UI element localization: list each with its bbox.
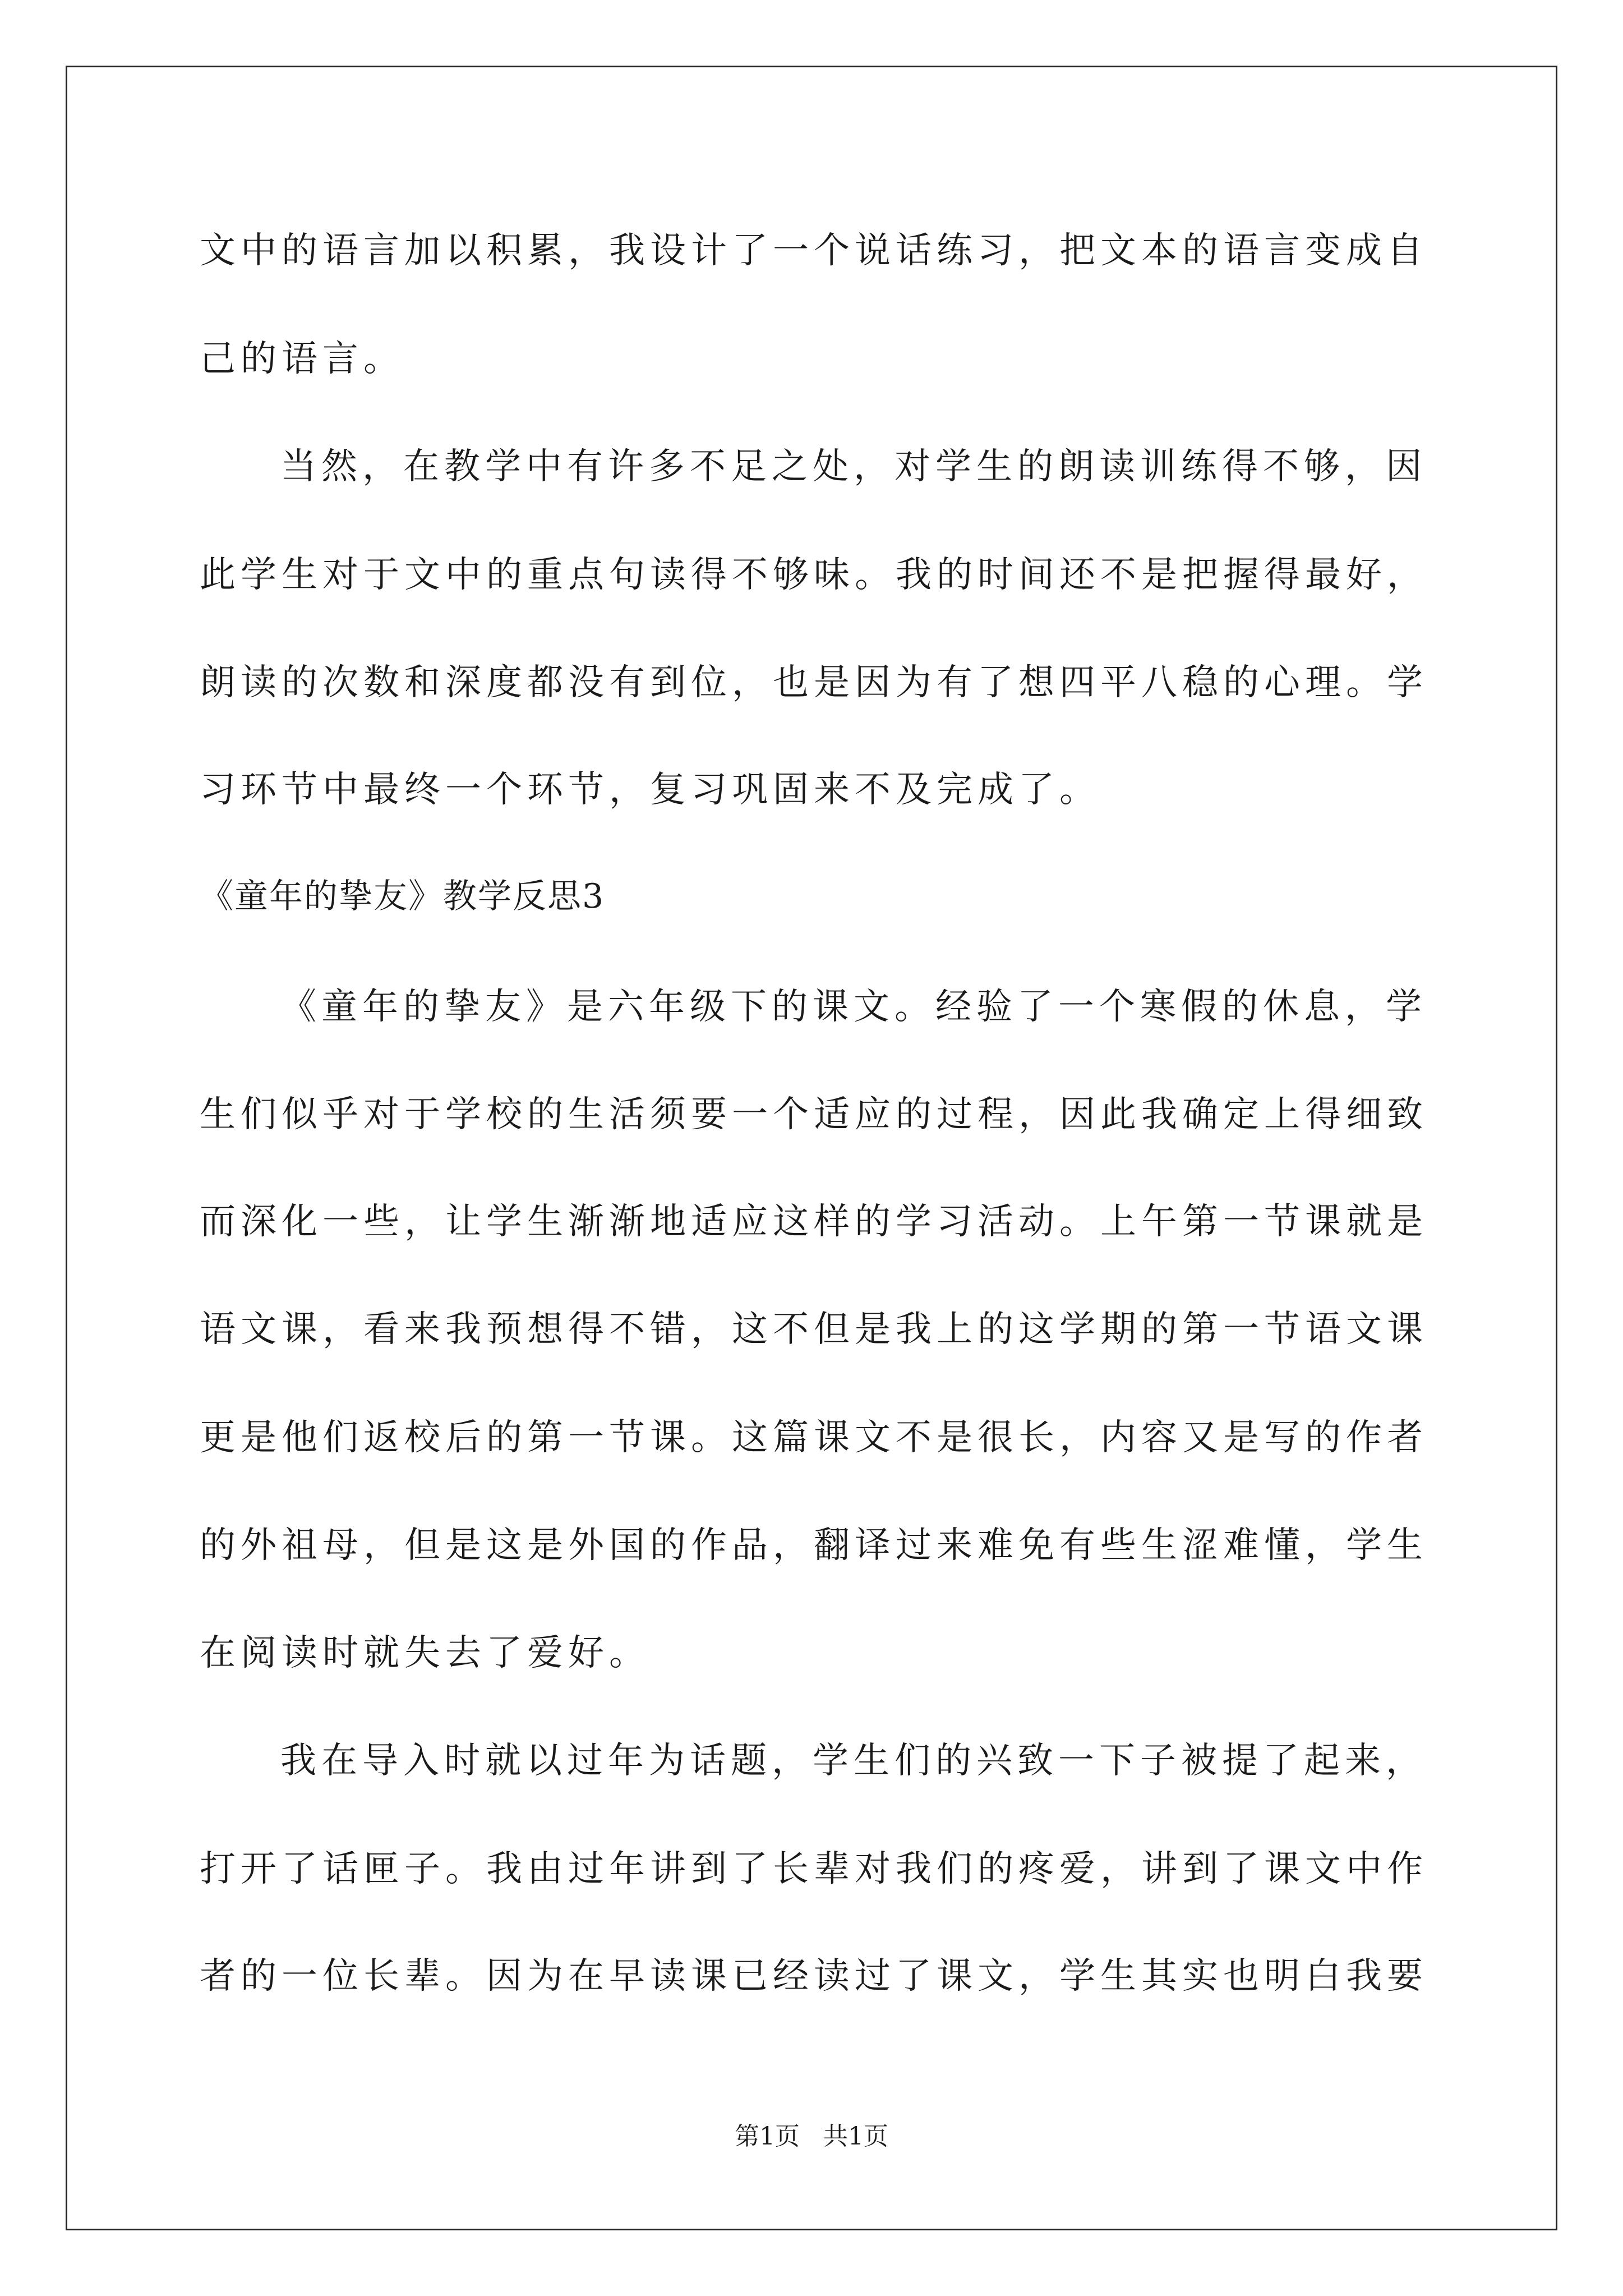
text-line: 此学生对于文中的重点句读得不够味。我的时间还不是把握得最好，: [200, 554, 1428, 596]
text-line: 朗读的次数和深度都没有到位，也是因为有了想四平八稳的心理。学: [200, 662, 1428, 703]
text-line: 打开了话匣子。我由过年讲到了长辈对我们的疼爱，讲到了课文中作: [200, 1848, 1428, 1890]
text-line: 更是他们返校后的第一节课。这篇课文不是很长，内容又是写的作者: [200, 1417, 1428, 1458]
text-line: 习环节中最终一个环节，复习巩固来不及完成了。: [200, 769, 1100, 811]
text-line: 者的一位长辈。因为在早读课已经读过了课文，学生其实也明白我要: [200, 1955, 1428, 1997]
text-line: 《童年的挚友》是六年级下的课文。经验了一个寒假的休息，学: [280, 986, 1427, 1028]
text-line: 语文课，看来我预想得不错，这不但是我上的这学期的第一节语文课: [200, 1309, 1428, 1350]
section-heading: 《童年的挚友》教学反思3: [200, 877, 605, 916]
page-border: [66, 66, 1557, 2230]
text-line: 文中的语言加以积累，我设计了一个说话练习，把文本的语言变成自: [200, 230, 1428, 272]
page-footer: 第1页 共1页: [735, 2122, 888, 2151]
text-line: 生们似乎对于学校的生活须要一个适应的过程，因此我确定上得细致: [200, 1094, 1428, 1135]
text-line: 己的语言。: [200, 338, 404, 380]
text-line: 而深化一些，让学生渐渐地适应这样的学习活动。上午第一节课就是: [200, 1201, 1428, 1243]
text-line: 我在导入时就以过年为话题，学生们的兴致一下子被提了起来，: [280, 1740, 1427, 1782]
text-line: 在阅读时就失去了爱好。: [200, 1632, 650, 1674]
text-line: 的外祖母，但是这是外国的作品，翻译过来难免有些生涩难懂，学生: [200, 1525, 1428, 1566]
text-line: 当然，在教学中有许多不足之处，对学生的朗读训练得不够，因: [280, 446, 1427, 487]
